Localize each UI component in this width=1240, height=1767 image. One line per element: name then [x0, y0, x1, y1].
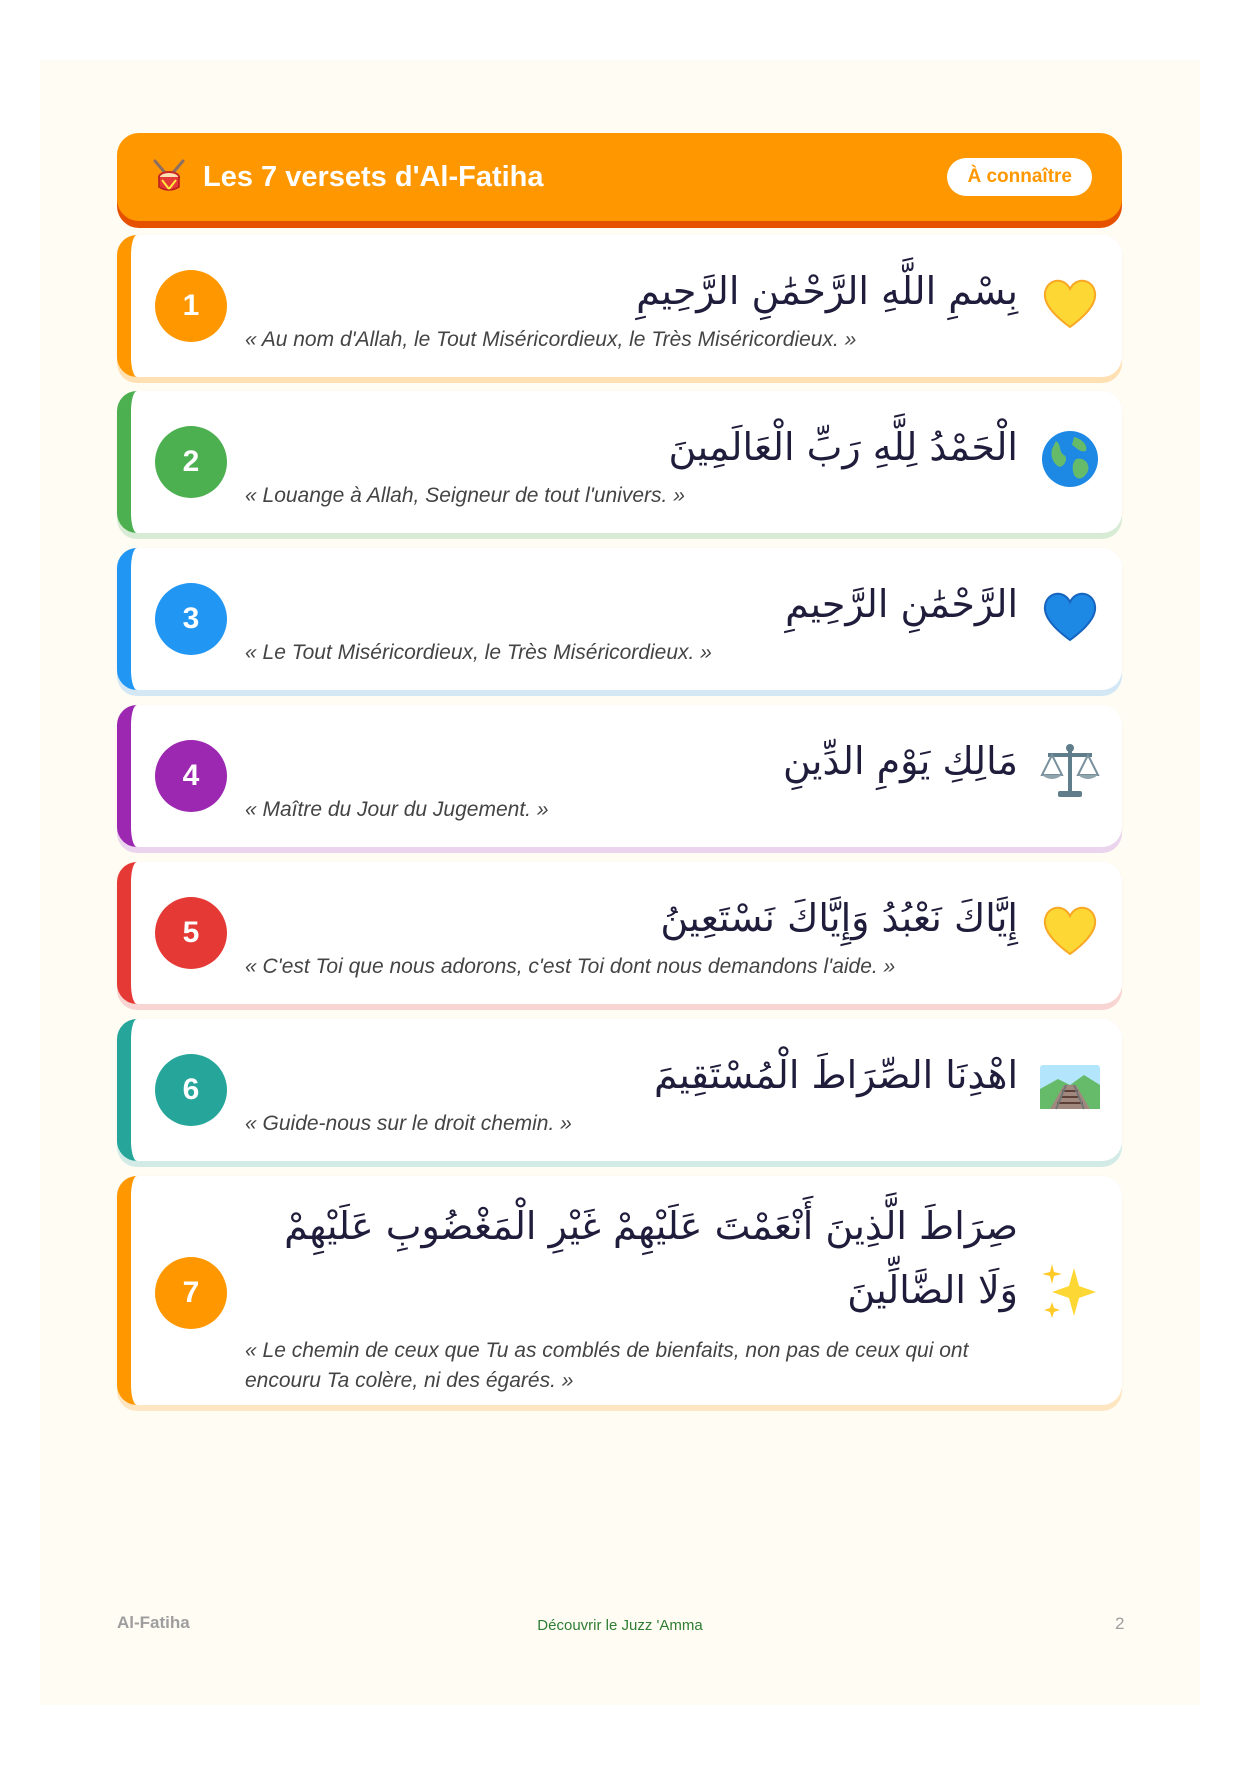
- globe-icon: [1038, 427, 1102, 491]
- drum-icon: [149, 157, 189, 197]
- verse-arabic-text: إِيَّاكَ نَعْبُدُ وَإِيَّاكَ نَسْتَعِينُ: [660, 896, 1018, 940]
- verse-translation: « Au nom d'Allah, le Tout Miséricordieux, le Très Miséricordieux. »: [245, 328, 857, 351]
- yellow-heart-icon: [1038, 898, 1102, 962]
- verse-translation: « Le Tout Miséricordieux, le Très Miséricordieux. »: [245, 641, 712, 664]
- sparkles-icon: [1038, 1260, 1102, 1324]
- verse-card: [117, 705, 1122, 847]
- yellow-heart-icon: [1038, 271, 1102, 335]
- verse-card: [117, 235, 1122, 377]
- verse-number-badge: 1: [155, 270, 227, 342]
- balance-scale-icon: [1038, 739, 1102, 803]
- verse-arabic-text: الرَّحْمَٰنِ الرَّحِيمِ: [785, 582, 1018, 626]
- verse-number-badge: 7: [155, 1257, 227, 1329]
- verse-translation: « Guide-nous sur le droit chemin. »: [245, 1112, 572, 1135]
- verse-arabic-text: صِرَاطَ الَّذِينَ أَنْعَمْتَ عَلَيْهِمْ غَيْرِ الْمَغْضُوبِ عَلَيْهِمْ وَلَا الضَّالِّينَ: [284, 1204, 1018, 1312]
- verse-number-badge: 5: [155, 897, 227, 969]
- verse-translation: « C'est Toi que nous adorons, c'est Toi dont nous demandons l'aide. »: [245, 955, 896, 978]
- verse-arabic-text: الْحَمْدُ لِلَّهِ رَبِّ الْعَالَمِينَ: [668, 425, 1018, 469]
- blue-heart-icon: [1038, 584, 1102, 648]
- verse-arabic-text: بِسْمِ اللَّهِ الرَّحْمَٰنِ الرَّحِيمِ: [636, 269, 1018, 313]
- railway-track-icon: [1038, 1055, 1102, 1119]
- status-badge: À connaître: [947, 158, 1092, 196]
- verse-arabic-text: اهْدِنَا الصِّرَاطَ الْمُسْتَقِيمَ: [653, 1053, 1018, 1097]
- verse-card: [117, 548, 1122, 690]
- page-number: 2: [1115, 1614, 1125, 1633]
- verse-card: [117, 1019, 1122, 1161]
- verse-card: [117, 1176, 1122, 1405]
- verse-arabic-text: مَالِكِ يَوْمِ الدِّينِ: [782, 739, 1018, 783]
- verse-number-badge: 3: [155, 583, 227, 655]
- footer-chapter-name: Al-Fatiha: [117, 1613, 190, 1632]
- verse-card: [117, 862, 1122, 1004]
- page-title: Les 7 versets d'Al-Fatiha: [203, 160, 544, 193]
- verse-number-badge: 6: [155, 1054, 227, 1126]
- footer-book-title: Découvrir le Juzz 'Amma: [537, 1617, 703, 1634]
- verse-translation: « Maître du Jour du Jugement. »: [245, 798, 549, 821]
- verse-number-badge: 2: [155, 426, 227, 498]
- verse-card: [117, 391, 1122, 533]
- section-header: [117, 133, 1122, 221]
- verse-translation: « Louange à Allah, Seigneur de tout l'univers. »: [245, 484, 685, 507]
- verse-number-badge: 4: [155, 740, 227, 812]
- verse-translation: « Le chemin de ceux que Tu as comblés de bienfaits, non pas de ceux qui ont encouru Ta colère, ni des égarés. »: [245, 1339, 969, 1392]
